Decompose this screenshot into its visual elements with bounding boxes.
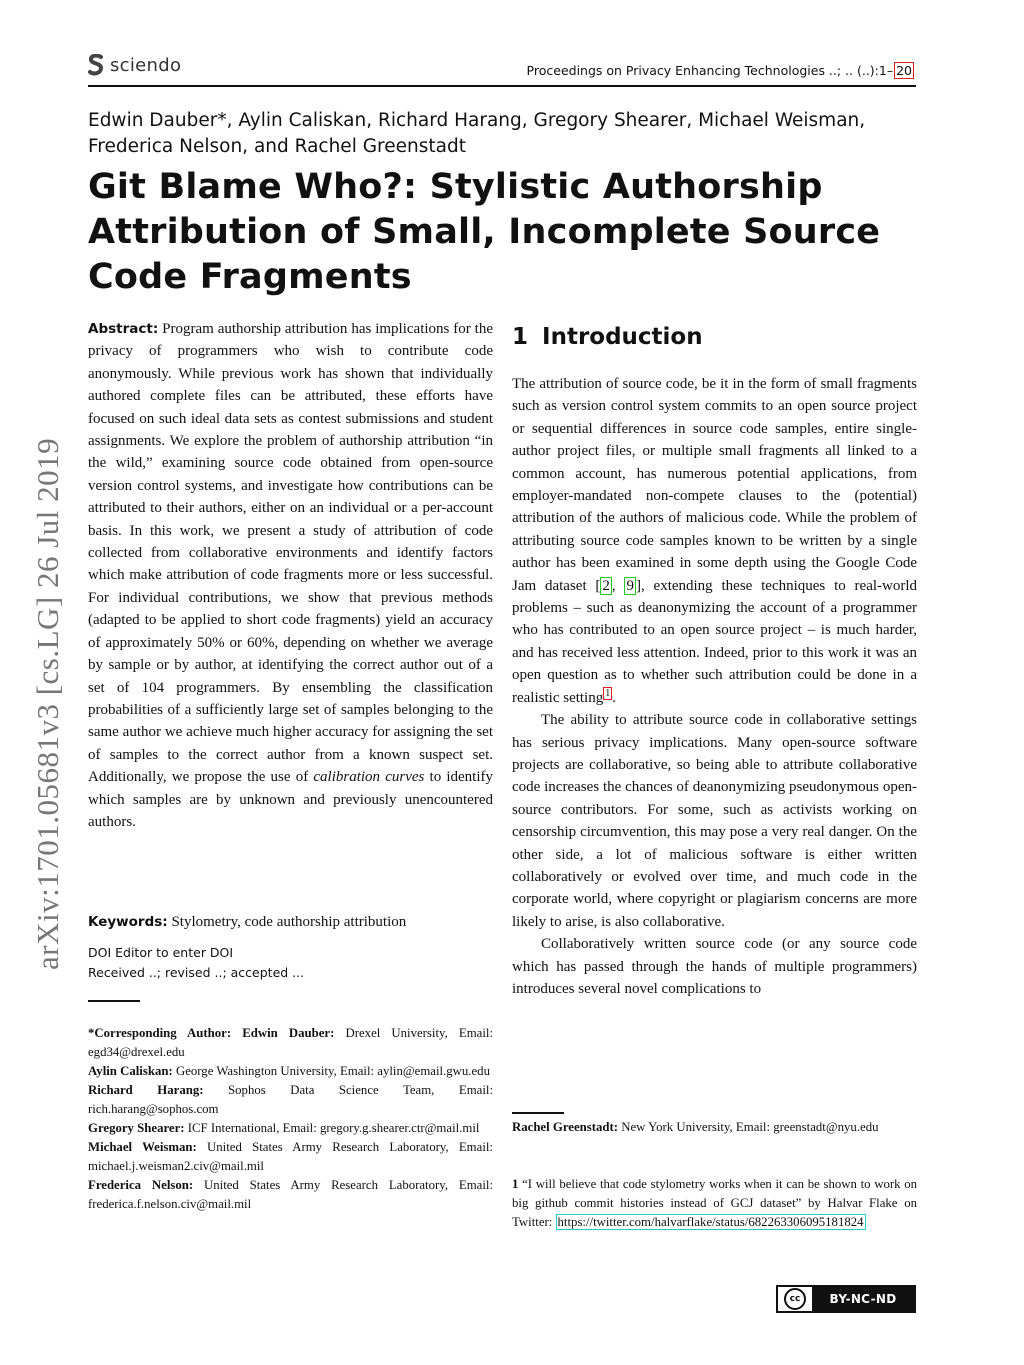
doi-line: DOI Editor to enter DOI (88, 945, 234, 960)
received-line: Received ..; revised ..; accepted ... (88, 965, 305, 980)
page-total-link[interactable]: 20 (896, 63, 912, 78)
affiliation-name: Gregory Shearer: (88, 1121, 185, 1135)
intro-paragraph: Collaboratively written source code (or any source code which has passed through the hands of multiple programmers) introduces several novel complications to (512, 936, 917, 997)
affiliation-text: Sophos Data Science Team, Email: rich.harang@sophos.com (88, 1083, 494, 1116)
footnote-link-1[interactable]: 1 (605, 687, 611, 699)
intro-text: . (612, 689, 616, 706)
abstract (88, 318, 493, 833)
affiliation-text: ICF International, Email: gregory.g.shearer.ctr@mail.mil (187, 1121, 480, 1135)
affiliation-item (88, 1138, 493, 1176)
intro-text: ], extending these techniques to real-world problems – such as deanonymizing the account of a programmer who has contributed to an open source project – is much harder, and has received less attention. Indeed, prior to this work it was an open question as to whether such attribution could be done in a realistic setting (512, 577, 918, 706)
affiliation-name: Aylin Caliskan: (88, 1064, 173, 1078)
affiliation-name: Michael Weisman: (88, 1140, 197, 1154)
intro-paragraph (512, 373, 917, 709)
publisher-name: sciendo (110, 54, 182, 76)
author-affiliations (88, 1024, 493, 1214)
cc-mark: cc (784, 1288, 806, 1310)
footnote-number: 1 (512, 1177, 519, 1191)
abstract-text: Program authorship attribution has implications for the privacy of programmers who wish to contribute code anonymously. While previous work has shown that individually authored complete files can be attributed, these efforts have focused on such ideal data sets as contest submissions and student assignments. We explore the problem of authorship attribution “in the wild,” examining source code obtained from open-source version control systems, and investigate how contributions can be attributed to their authors, either on an individual or a per-account basis. In this work, we present a study of attribution of code collected from collaborative environments and identify factors which make attribution of code fragments more or less successful. For individual contributions, we show that previous methods (adapted to be applied to short code fragments) yield an accuracy of approximately 50% or 60%, depending on whether we average by sample or by author, at identifying the correct author out of a set of 104 programmers. By ensembling the classification probabilities of a sufficiently large set of samples belonging to the same author we achieve much higher accuracy for assigning the set of samples to the correct author from a known suspect set. Additionally, we propose the use of (88, 321, 493, 786)
section-heading (512, 322, 703, 352)
affiliation-name: *Corresponding Author: Edwin Dauber: (88, 1026, 335, 1040)
affiliation-text: New York University, Email: greenstadt@nyu.edu (621, 1120, 879, 1134)
affiliation-item (88, 1176, 493, 1214)
publisher-logo (88, 53, 181, 77)
sciendo-logo-icon (88, 54, 104, 76)
footnote-rule (88, 1000, 140, 1002)
affiliation-item (88, 1081, 493, 1119)
journal-reference (527, 62, 914, 79)
journal-citation: Proceedings on Privacy Enhancing Technologies ..; .. (..):1– (526, 63, 894, 78)
affiliation-text: United States Army Research Laboratory, Email: frederica.f.nelson.civ@mail.mil (88, 1178, 493, 1211)
section-number: 1 (512, 324, 529, 350)
section-title: Introduction (542, 324, 703, 350)
footnote (512, 1175, 917, 1232)
affiliation-text: Drexel University, Email: egd34@drexel.edu (88, 1026, 494, 1059)
citation-link-9[interactable]: 9 (626, 577, 634, 594)
license-badge[interactable] (776, 1285, 916, 1313)
footnote-rule (512, 1112, 564, 1114)
affiliation-name: Richard Harang: (88, 1083, 204, 1097)
affiliation-text: United States Army Research Laboratory, Email: michael.j.weisman2.civ@mail.mil (88, 1140, 493, 1173)
citation-separator: , (611, 577, 625, 594)
affiliation-item (88, 1062, 493, 1081)
abstract-text-end: to identify which samples are by unknown and previously unencountered authors. (88, 769, 494, 830)
abstract-label: Abstract: (88, 321, 159, 337)
twitter-url-link[interactable]: https://twitter.com/halvarflake/status/682263306095181824 (557, 1215, 864, 1229)
affiliation-item (512, 1118, 917, 1137)
affiliation-item (88, 1119, 493, 1138)
affiliation-name: Rachel Greenstadt: (512, 1120, 619, 1134)
citation-link-2[interactable]: 2 (602, 577, 610, 594)
affiliation-text: George Washington University, Email: aylin@email.gwu.edu (175, 1064, 490, 1078)
keywords-text: Stylometry, code authorship attribution (171, 914, 407, 930)
header-rule (88, 85, 916, 87)
affiliation-name: Frederica Nelson: (88, 1178, 194, 1192)
keywords-label: Keywords: (88, 914, 168, 930)
license-label: BY-NC-ND (829, 1292, 897, 1306)
intro-text: The attribution of source code, be it in the form of small fragments such as version control system commits to an open source project or sequential differences in source code samples, entire single-author project files, or multiple small fragments all linked to a common account, has numerous potential applications, from employer-mandated non-compete clauses to the (potential) attribution of the authors of malicious code. While the problem of attributing source code samples known to be written by a single author has been examined in some depth using the Google Code Jam dataset [ (512, 376, 917, 594)
paper-title: Git Blame Who?: Stylistic Authorship Attribution of Small, Incomplete Source Code Fragments (88, 167, 881, 297)
author-list: Edwin Dauber*, Aylin Caliskan, Richard Harang, Gregory Shearer, Michael Weisman, Frederica Nelson, and Rachel Greenstadt (88, 110, 866, 157)
arxiv-stamp: arXiv:1701.05681v3 [cs.LG] 26 Jul 2019 (30, 437, 65, 970)
introduction-body (512, 373, 917, 1000)
keywords (88, 911, 493, 933)
creative-commons-icon (778, 1287, 812, 1311)
intro-paragraph: The ability to attribute source code in collaborative settings has serious privacy implications. Many open-source software projects are collaborative, so being able to attribute collaborative code increases the chances of deanonymizing pseudonymous open-source contributors. For some, such as activists working on censorship circumvention, this may pose a very real danger. On the other side, a lot of malicious software is either written collaboratively or evolved over time, and much code in the corporate world, where copyright or plagiarism concerns are more likely to arise, is also collaborative. (512, 712, 917, 930)
footnote-text: “I will believe that code stylometry works when it can be shown to work on big github commit histories instead of GCJ dataset” by Halvar Flake on Twitter: (512, 1177, 917, 1229)
abstract-emphasis: calibration curves (313, 769, 425, 786)
affiliation-item (88, 1024, 493, 1062)
